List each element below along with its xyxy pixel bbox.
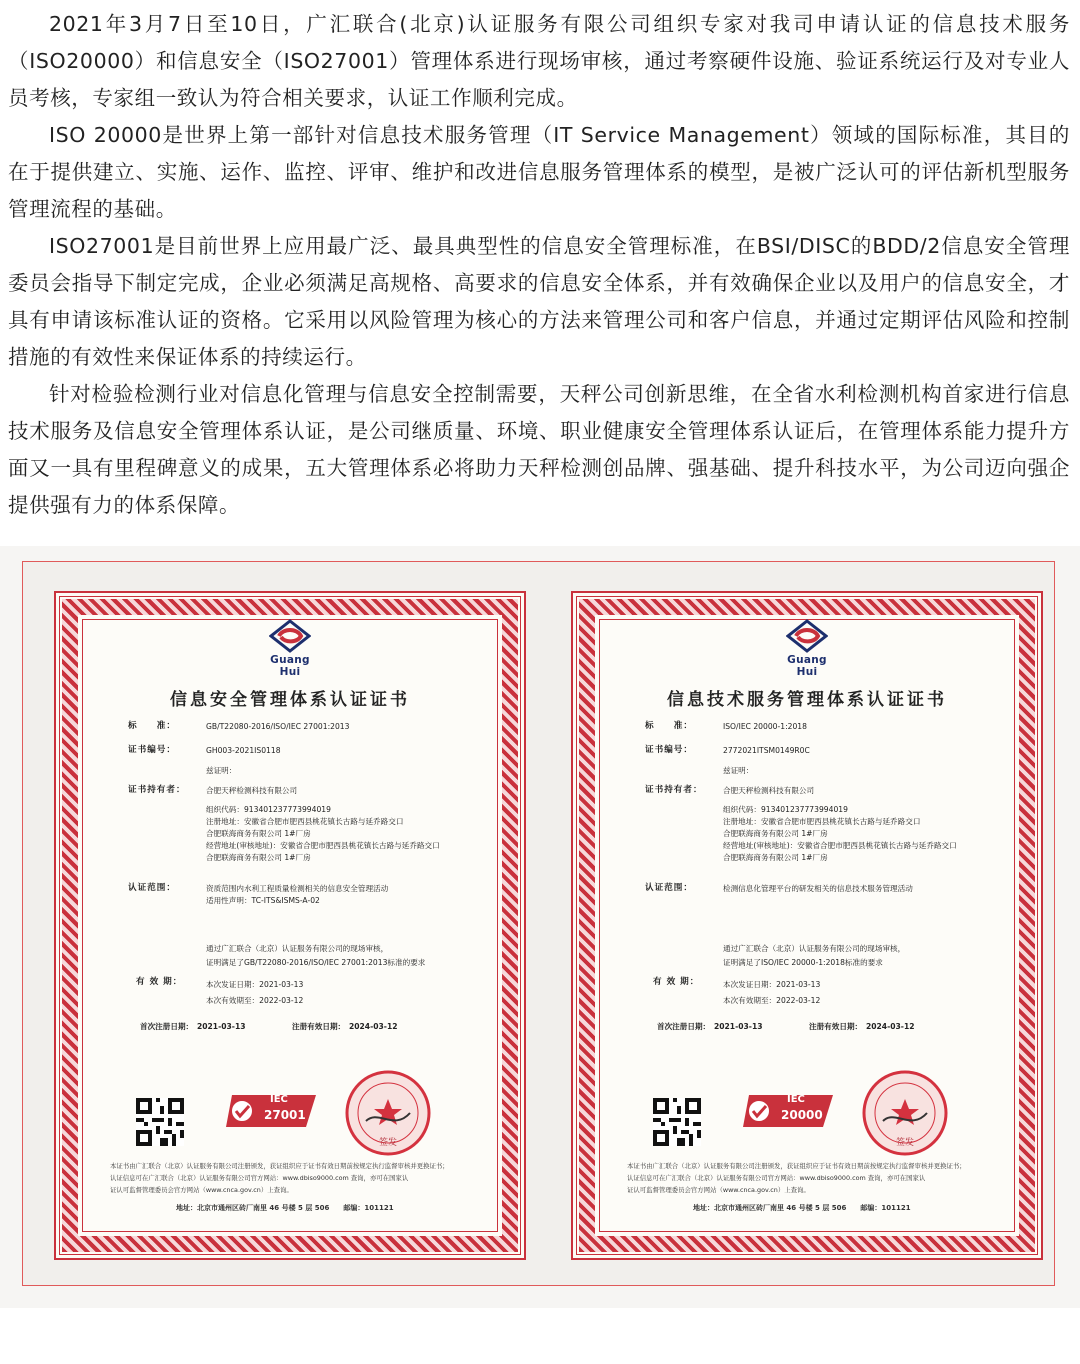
validity-label: 有 效 期： — [653, 977, 700, 987]
article-paragraph: 针对检验检测行业对信息化管理与信息安全控制需要，天秤公司创新思维，在全省水利检测机构首家进行信息技术服务及信息安全管理体系认证，是公司继质量、环境、职业健康安全管理体系认证后，在管理体系能力提升方面又一具有里程碑意义的成果，五大管理体系必将助力天秤检测创品牌、强基础、提升科技水平，为公司迈向强企提供强有力的体系保障。 — [8, 382, 1070, 517]
article-body — [8, 6, 1070, 524]
guanghui-logo-icon — [269, 619, 311, 653]
footer-note-1: 本证书由广汇联合（北京）认证服务有限公司注册颁发，获证组织应于证书有效日期前按规定执行监督审核并更换证书； — [627, 1162, 966, 1170]
badge-standard-number: 20000 — [781, 1108, 823, 1122]
holder-name: 合肥天秤检测科技有限公司 — [206, 786, 298, 795]
applicability-statement: 适用性声明：TC-ITS&ISMS-A-02 — [206, 896, 320, 905]
guanghui-logo-icon — [786, 619, 828, 653]
badge-iec-text: IEC — [270, 1094, 288, 1105]
footer-note-1: 本证书由广汇联合（北京）认证服务有限公司注册颁发，获证组织应于证书有效日期前按规定执行监督审核并更换证书； — [110, 1162, 449, 1170]
audit-statement: 通过广汇联合（北京）认证服务有限公司的现场审核， — [206, 944, 389, 953]
qr-code-icon — [653, 1098, 701, 1146]
guanghui-logo — [260, 619, 320, 678]
qr-code-icon — [136, 1098, 184, 1146]
expiry-date: 本次有效期至：2022-03-12 — [206, 996, 304, 1005]
compliance-statement: 证明满足了GB/T22080-2016/ISO/IEC 27001:2013标准的要求 — [206, 958, 426, 967]
compliance-statement: 证明满足了ISO/IEC 20000-1:2018标准的要求 — [723, 958, 883, 967]
org-code: 组织代码：913401237773994019 — [723, 805, 848, 814]
registration-valid-date: 注册有效日期： 2024-03-12 — [809, 1022, 915, 1031]
certificate-number: 2772021ITSM0149R0C — [723, 746, 810, 755]
certificate-number: GH003-2021IS0118 — [206, 746, 281, 755]
certificate-isms — [54, 591, 526, 1260]
seal-sign-text: 签发 — [378, 1138, 397, 1148]
registered-address: 注册地址：安徽省合肥市肥西县桃花镇长古路与延乔路交口 — [206, 817, 404, 826]
certificate-title: 信息安全管理体系认证证书 — [170, 690, 410, 710]
holder-label: 证书持有者： — [128, 785, 186, 795]
issuer-address: 地址：北京市通州区砖厂南里 46 号楼 5 层 506 邮编：101121 — [176, 1204, 394, 1212]
badge-iec-text: IEC — [787, 1094, 805, 1105]
expiry-date: 本次有效期至：2022-03-12 — [723, 996, 821, 1005]
footer-note-2: 认证信息可在广汇联合（北京）认证服务有限公司官方网站：www.dbiso9000.com 查询，亦可在国家认 — [110, 1174, 409, 1182]
audit-statement: 通过广汇联合（北京）认证服务有限公司的现场审核， — [723, 944, 906, 953]
holder-name: 合肥天秤检测科技有限公司 — [723, 786, 815, 795]
first-registration-date: 首次注册日期： 2021-03-13 — [657, 1022, 763, 1031]
footer-note-3: 证认可监督管理委员会官方网站（www.cnca.gov.cn）上查询。 — [627, 1186, 810, 1194]
registered-address: 注册地址：安徽省合肥市肥西县桃花镇长古路与延乔路交口 — [723, 817, 921, 826]
footer-note-3: 证认可监督管理委员会官方网站（www.cnca.gov.cn）上查询。 — [110, 1186, 293, 1194]
registration-valid-date: 注册有效日期： 2024-03-12 — [292, 1022, 398, 1031]
standard-label: 标 准： — [645, 721, 693, 731]
article-paragraph: ISO27001是目前世界上应用最广泛、最具典型性的信息安全管理标准，在BSI/DISC的BDD/2信息安全管理委员会指导下制定完成，企业必须满足高规格、高要求的信息安全体系，并有效确保企业以及用户的信息安全，才具有申请该标准认证的资格。它采用以风险管理为核心的方法来管理公司和客户信息，并通过定期评估风险和控制措施的有效性来保证体系的持续运行。 — [8, 234, 1070, 369]
iec-badge — [741, 1091, 841, 1131]
issue-date: 本次发证日期：2021-03-13 — [206, 980, 304, 989]
standard-label: 标 准： — [128, 721, 176, 731]
operating-address-2: 合肥联海商务有限公司 1#厂房 — [723, 853, 828, 862]
proof-text: 兹证明： — [206, 766, 237, 775]
number-label: 证书编号： — [128, 745, 176, 755]
issuer-address: 地址：北京市通州区砖厂南里 46 号楼 5 层 506 邮编：101121 — [693, 1204, 911, 1212]
article-paragraph: ISO 20000是世界上第一部针对信息技术服务管理（IT Service Management）领域的国际标准，其目的在于提供建立、实施、运作、监控、评审、维护和改进信息服务管理体系的模型，是被广泛认可的评估新机型服务管理流程的基础。 — [8, 123, 1070, 221]
official-seal — [861, 1069, 949, 1157]
scope-text: 资质范围内水利工程质量检测相关的信息安全管理活动 — [206, 884, 389, 893]
operating-address: 经营地址(审核地址)：安徽省合肥市肥西县桃花镇长古路与延乔路交口 — [723, 841, 957, 850]
standard-value: GB/T22080-2016/ISO/IEC 27001:2013 — [206, 722, 350, 731]
scope-label: 认证范围： — [645, 883, 693, 893]
org-code: 组织代码：913401237773994019 — [206, 805, 331, 814]
registered-address-2: 合肥联海商务有限公司 1#厂房 — [723, 829, 828, 838]
iec-badge — [224, 1091, 324, 1131]
brand-name: Guang Hui — [270, 654, 310, 678]
registered-address-2: 合肥联海商务有限公司 1#厂房 — [206, 829, 311, 838]
issue-date: 本次发证日期：2021-03-13 — [723, 980, 821, 989]
article-paragraph: 2021年3月7日至10日，广汇联合(北京)认证服务有限公司组织专家对我司申请认证的信息技术服务（ISO20000）和信息安全（ISO27001）管理体系进行现场审核，通过考察硬件设施、验证系统运行及对专业人员考核，专家组一致认为符合相关要求，认证工作顺利完成。 — [8, 12, 1070, 110]
proof-text: 兹证明： — [723, 766, 754, 775]
holder-label: 证书持有者： — [645, 785, 703, 795]
scope-label: 认证范围： — [128, 883, 176, 893]
validity-label: 有 效 期： — [136, 977, 183, 987]
certificate-itsm — [571, 591, 1043, 1260]
seal-sign-text: 签发 — [895, 1138, 914, 1148]
certificate-title: 信息技术服务管理体系认证证书 — [667, 690, 947, 710]
footer-note-2: 认证信息可在广汇联合（北京）认证服务有限公司官方网站：www.dbiso9000.com 查询，亦可在国家认 — [627, 1174, 926, 1182]
brand-name: Guang Hui — [787, 654, 827, 678]
operating-address: 经营地址(审核地址)：安徽省合肥市肥西县桃花镇长古路与延乔路交口 — [206, 841, 440, 850]
scope-text: 检测信息化管理平台的研发相关的信息技术服务管理活动 — [723, 884, 913, 893]
standard-value: ISO/IEC 20000-1:2018 — [723, 722, 807, 731]
badge-standard-number: 27001 — [264, 1108, 306, 1122]
first-registration-date: 首次注册日期： 2021-03-13 — [140, 1022, 246, 1031]
official-seal — [344, 1069, 432, 1157]
number-label: 证书编号： — [645, 745, 693, 755]
guanghui-logo — [777, 619, 837, 678]
operating-address-2: 合肥联海商务有限公司 1#厂房 — [206, 853, 311, 862]
